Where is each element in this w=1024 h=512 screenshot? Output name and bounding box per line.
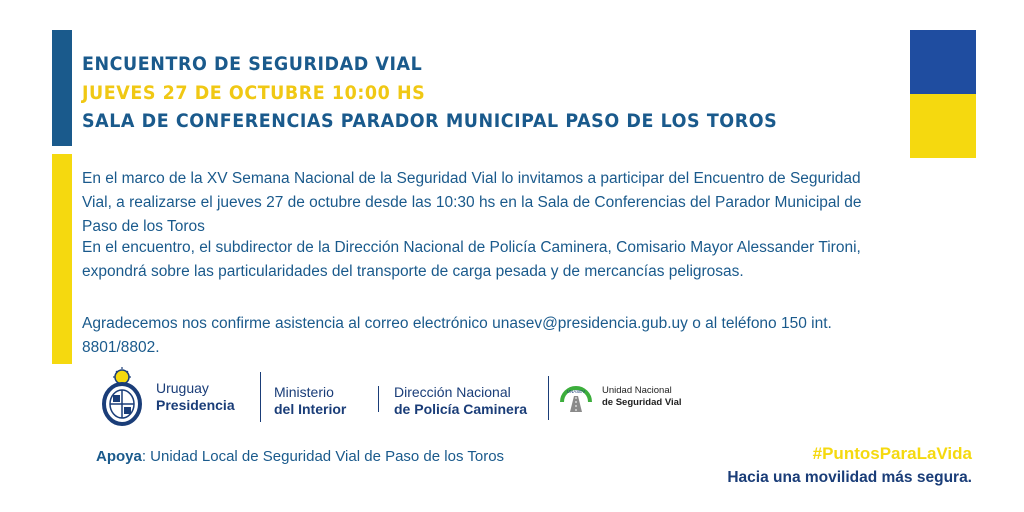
left-accent-bar-yellow	[52, 154, 72, 364]
support-credit	[96, 448, 504, 465]
flag-block-blue	[910, 30, 976, 94]
campaign-hashtag: #PuntosParaLaVida	[812, 444, 972, 463]
rsvp-paragraph: Agradecemos nos confirme asistencia al correo electrónico unasev@presidencia.gub.uy o al teléfono 150 int. 8801/8802.	[82, 315, 832, 356]
unasev-logo-line1: Unidad Nacional	[602, 385, 672, 396]
uruguay-coat-of-arms-icon	[96, 366, 148, 428]
ministerio-interior-logo	[274, 384, 346, 418]
event-date: JUEVES 27 DE OCTUBRE 10:00 HS	[82, 82, 426, 104]
logo-divider	[260, 372, 261, 422]
support-label: Apoya	[96, 448, 142, 465]
logo-divider	[548, 376, 549, 420]
svg-text:UNASEV: UNASEV	[566, 389, 586, 394]
ministerio-logo-line2: del Interior	[274, 401, 347, 417]
unasev-road-icon	[558, 380, 594, 414]
campaign-tagline: Hacia una movilidad más segura.	[727, 469, 972, 486]
presidencia-logo-line2: Presidencia	[156, 397, 235, 413]
unasev-logo-line2: de Seguridad Vial	[602, 397, 682, 408]
logo-strip	[96, 366, 696, 430]
invitation-paragraph: En el marco de la XV Semana Nacional de la Seguridad Vial lo invitamos a participar del Encuentro de Seguridad Vial, a realizarse el jueves 27 de octubre desde las 10:30 hs en la Sala de Conferencias del Parador Municipal de Paso de los Toros	[82, 170, 862, 235]
event-title: ENCUENTRO DE SEGURIDAD VIAL	[82, 53, 423, 75]
caminera-logo-line1: Dirección Nacional	[394, 384, 511, 400]
speaker-paragraph: En el encuentro, el subdirector de la Dirección Nacional de Policía Caminera, Comisario Mayor Alessander Tironi, expondrá sobre las particularidades del transporte de carga pesada y de mercancías peligrosas.	[82, 239, 861, 280]
event-venue: SALA DE CONFERENCIAS PARADOR MUNICIPAL PASO DE LOS TOROS	[82, 110, 778, 132]
flag-block-yellow	[910, 94, 976, 158]
ministerio-logo-line1: Ministerio	[274, 384, 334, 400]
support-text: : Unidad Local de Seguridad Vial de Paso de los Toros	[141, 448, 505, 465]
presidencia-logo-line1: Uruguay	[156, 380, 209, 396]
unasev-logo	[558, 380, 682, 414]
policia-caminera-logo	[394, 384, 527, 418]
left-accent-bar-blue	[52, 30, 72, 146]
caminera-logo-line2: de Policía Caminera	[394, 401, 528, 417]
logo-divider	[378, 386, 379, 412]
presidencia-logo	[96, 366, 235, 428]
